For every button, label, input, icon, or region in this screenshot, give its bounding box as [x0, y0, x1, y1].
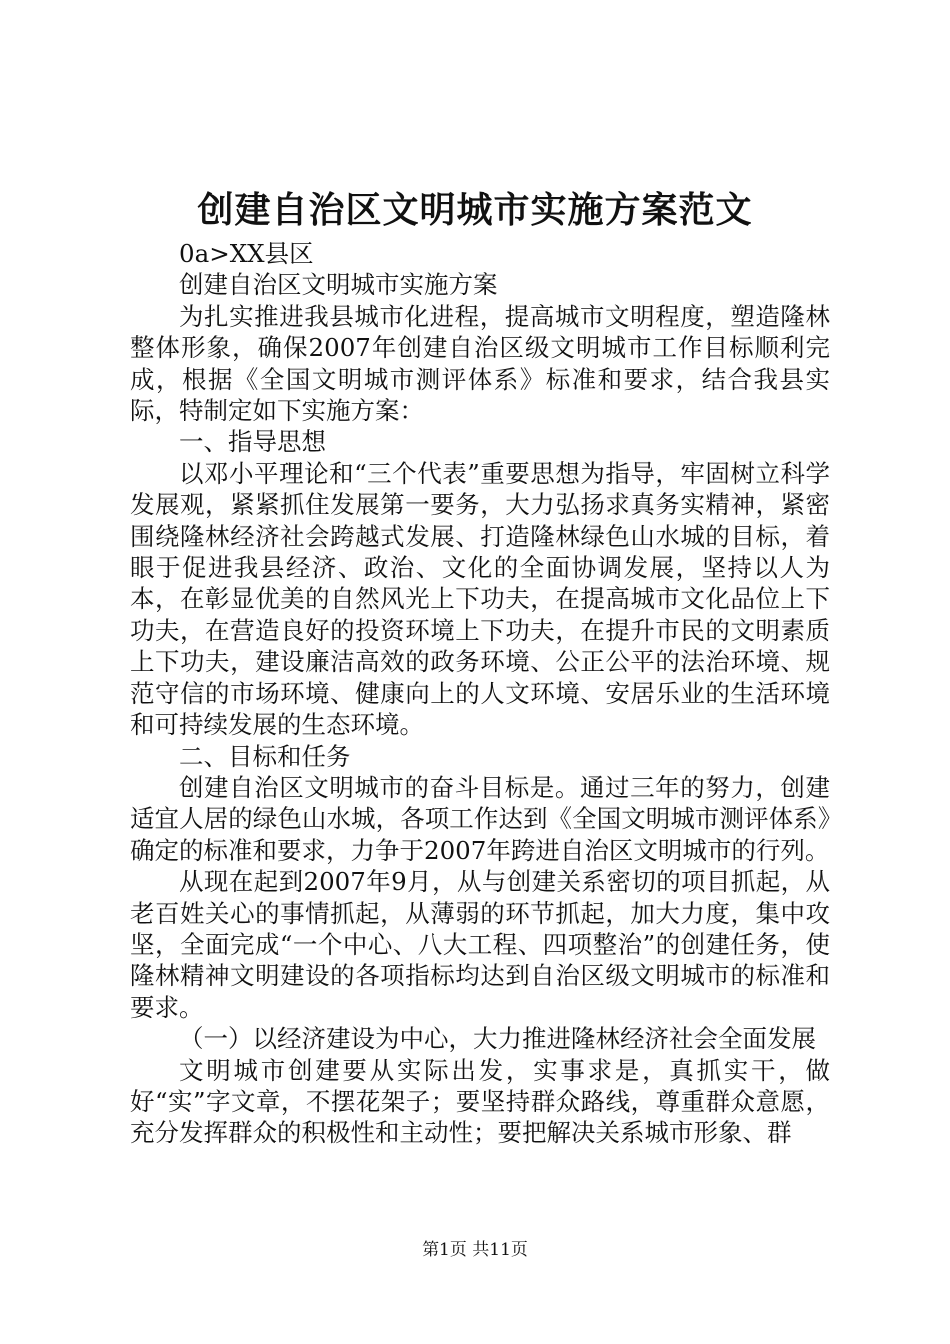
subsection-heading: （一）以经济建设为中心，大力推进隆林经济社会全面发展 [179, 1024, 816, 1054]
paragraph: 创建自治区文明城市实施方案 [179, 270, 498, 300]
paragraph: 从现在起到2007年9月，从与创建关系密切的项目抓起，从老百姓关心的事情抓起，从薄弱的环节抓起，加大力度，集中攻坚，全面完成“一个中心、八大工程、四项整治”的创建任务，使隆林精神文明建设的各项指标均达到自治区级文明城市的标准和要求。 [130, 867, 830, 1022]
document-body [130, 238, 830, 1149]
paragraph: 以邓小平理论和“三个代表”重要思想为指导，牢固树立科学发展观，紧紧抓住发展第一要务，大力弘扬求真务实精神，紧密围绕隆林经济社会跨越式发展、打造隆林绿色山水城的目标，着眼于促进我县经济、政治、文化的全面协调发展，坚持以人为本，在彰显优美的自然风光上下功夫，在提高城市文化品位上下功夫，在营造良好的投资环境上下功夫，在提升市民的文明素质上下功夫，建设廉洁高效的政务环境、公正公平的法治环境、规范守信的市场环境、健康向上的人文环境、安居乐业的生活环境和可持续发展的生态环境。 [130, 458, 830, 740]
paragraph: 0a>XX县区 [179, 239, 314, 268]
page-title: 创建自治区文明城市实施方案范文 [197, 189, 753, 231]
paragraph: 创建自治区文明城市的奋斗目标是。通过三年的努力，创建适宜人居的绿色山水城，各项工作达到《全国文明城市测评体系》确定的标准和要求，力争于2007年跨进自治区文明城市的行列。 [130, 772, 830, 865]
paragraph: 为扎实推进我县城市化进程，提高城市文明程度，塑造隆林整体形象，确保2007年创建自治区级文明城市工作目标顺利完成，根据《全国文明城市测评体系》标准和要求，结合我县实际，特制定如下实施方案： [130, 301, 830, 426]
paragraph: 文明城市创建要从实际出发，实事求是，真抓实干，做好“实”字文章，不摆花架子；要坚持群众路线，尊重群众意愿，充分发挥群众的积极性和主动性；要把解决关系城市形象、群 [130, 1055, 830, 1148]
section-heading: 一、指导思想 [179, 427, 326, 457]
page-footer: 第1页 共11页 [422, 1240, 528, 1260]
section-heading: 二、目标和任务 [179, 741, 351, 771]
